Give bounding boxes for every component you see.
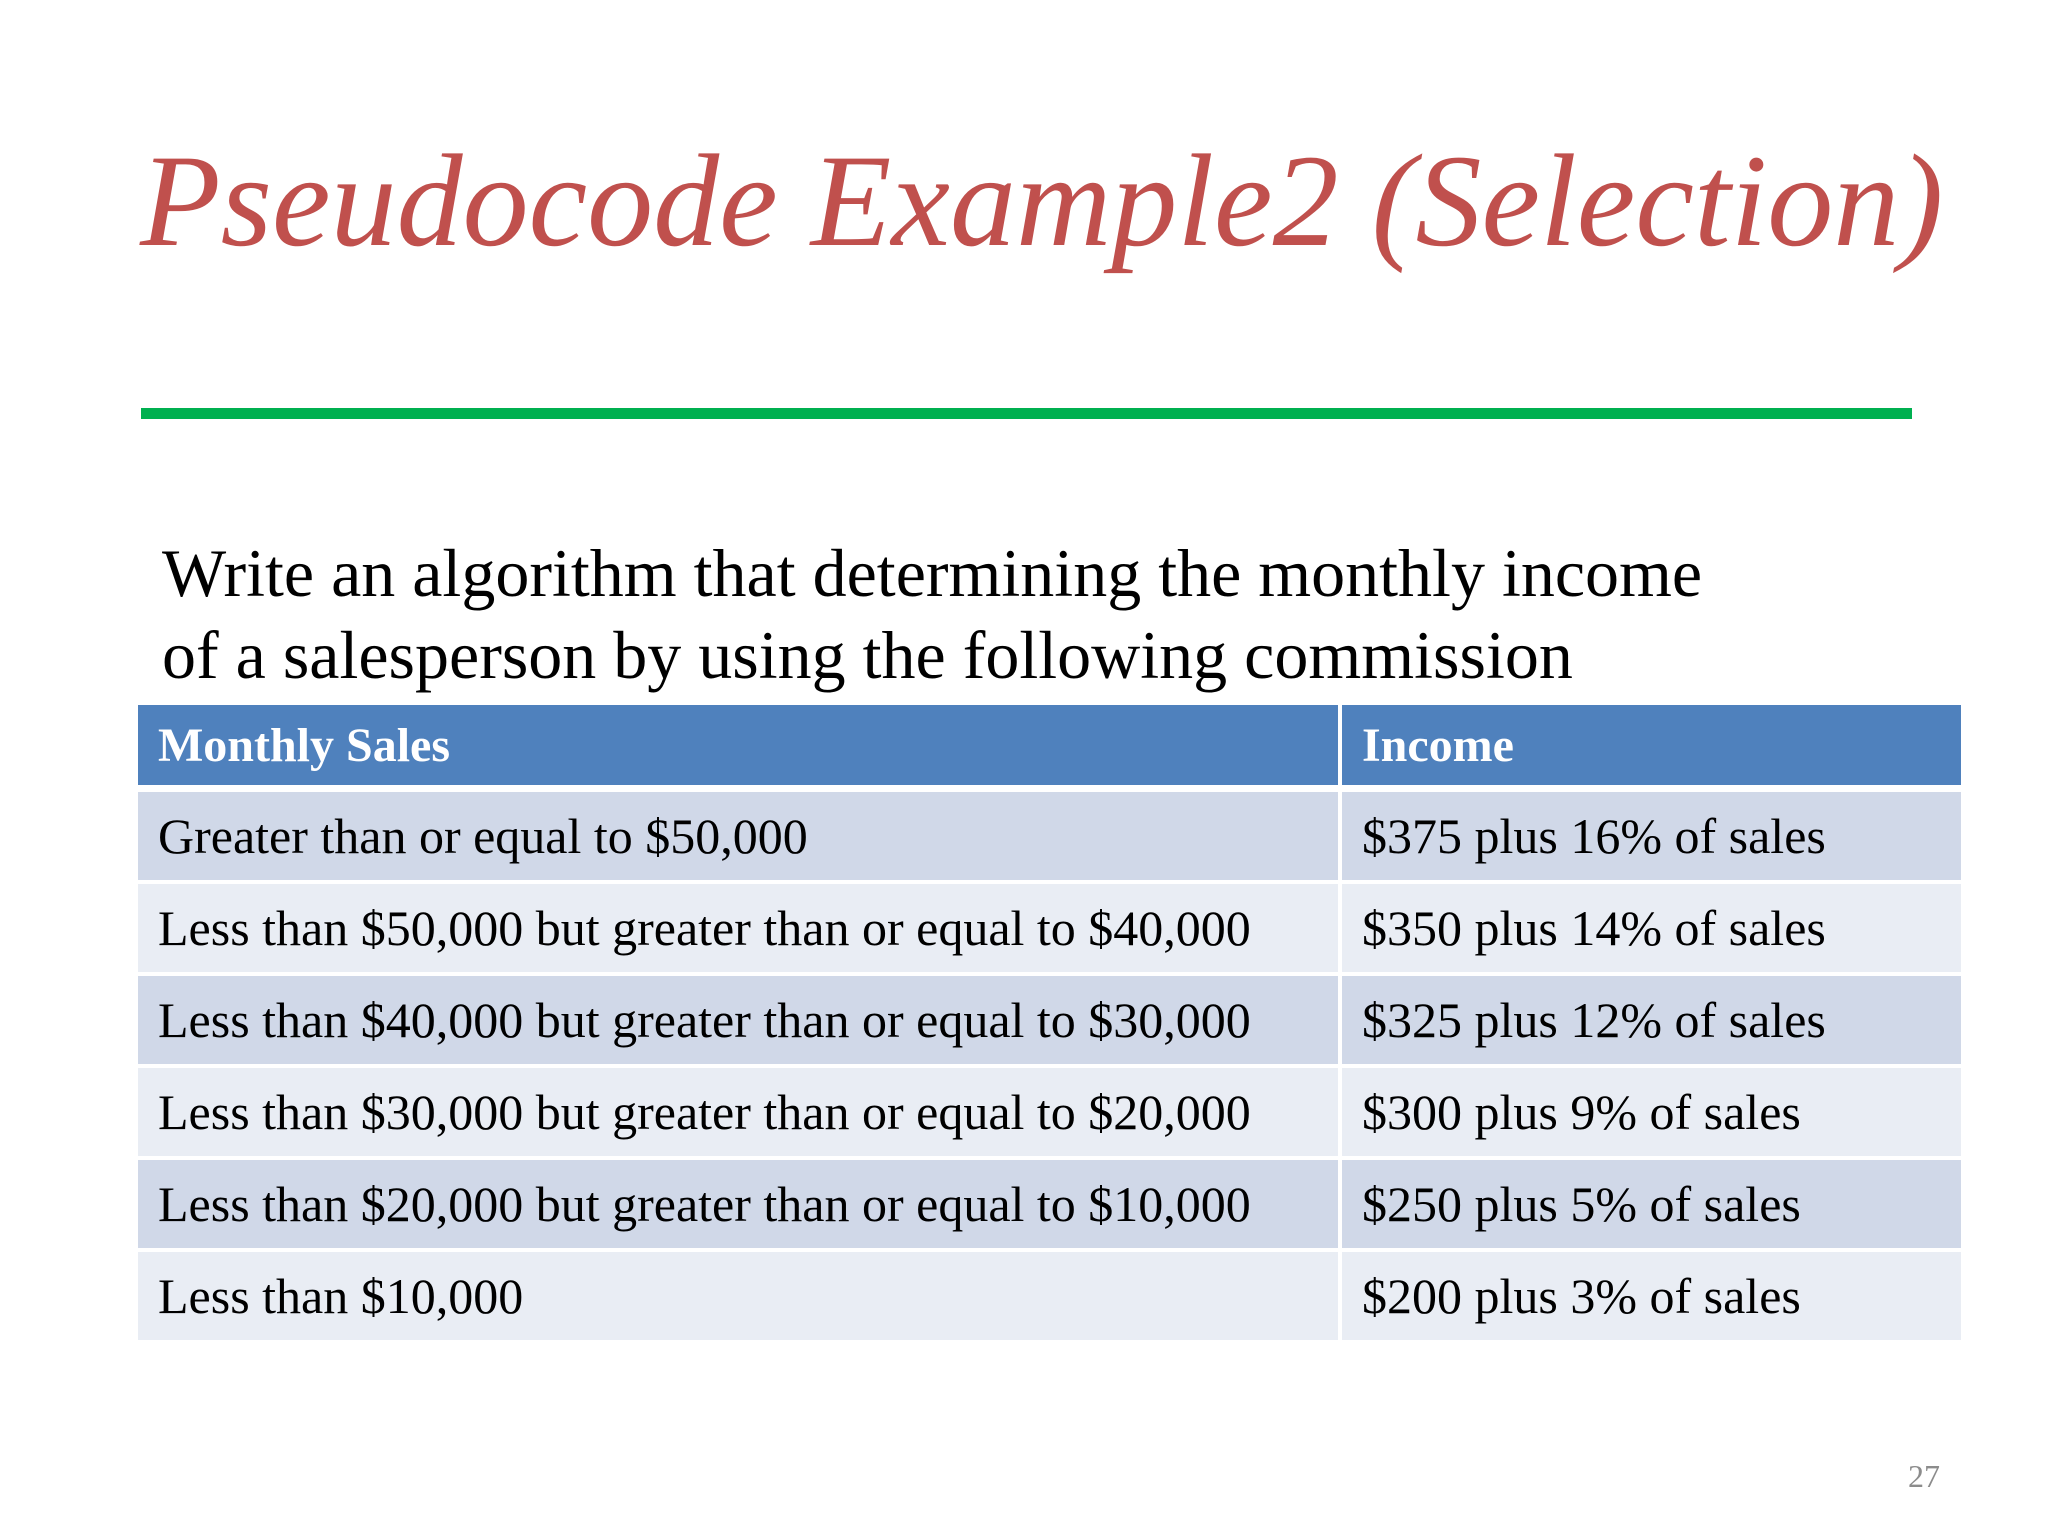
table-row bbox=[138, 974, 1961, 1066]
table-row bbox=[138, 1066, 1961, 1158]
page-number: 27 bbox=[1908, 1458, 1940, 1494]
income-cell: $375 plus 16% of sales bbox=[1340, 789, 1961, 883]
commission-table bbox=[138, 705, 1961, 1344]
monthly-sales-cell: Less than $40,000 but greater than or equal to $30,000 bbox=[138, 974, 1340, 1066]
title-divider bbox=[141, 408, 1912, 419]
income-cell: $325 plus 12% of sales bbox=[1340, 974, 1961, 1066]
table-row bbox=[138, 789, 1961, 883]
slide-title: Pseudocode Example2 (Selection) bbox=[140, 127, 1944, 274]
intro-line: of a salesperson by using the following commission bbox=[162, 617, 1573, 693]
income-cell: $250 plus 5% of sales bbox=[1340, 1158, 1961, 1250]
table-row bbox=[138, 882, 1961, 974]
intro-line: Write an algorithm that determining the monthly income bbox=[162, 535, 1703, 611]
monthly-sales-cell: Less than $30,000 but greater than or equal to $20,000 bbox=[138, 1066, 1340, 1158]
monthly-sales-cell: Less than $10,000 bbox=[138, 1250, 1340, 1342]
table-header-row bbox=[138, 705, 1961, 789]
monthly-sales-cell: Less than $50,000 but greater than or equal to $40,000 bbox=[138, 882, 1340, 974]
table-row bbox=[138, 1250, 1961, 1342]
header-income: Income bbox=[1340, 705, 1961, 789]
income-cell: $300 plus 9% of sales bbox=[1340, 1066, 1961, 1158]
monthly-sales-cell: Less than $20,000 but greater than or equal to $10,000 bbox=[138, 1158, 1340, 1250]
intro-text bbox=[162, 532, 1922, 696]
income-cell: $200 plus 3% of sales bbox=[1340, 1250, 1961, 1342]
monthly-sales-cell: Greater than or equal to $50,000 bbox=[138, 789, 1340, 883]
income-cell: $350 plus 14% of sales bbox=[1340, 882, 1961, 974]
header-monthly-sales: Monthly Sales bbox=[138, 705, 1340, 789]
table-row bbox=[138, 1158, 1961, 1250]
